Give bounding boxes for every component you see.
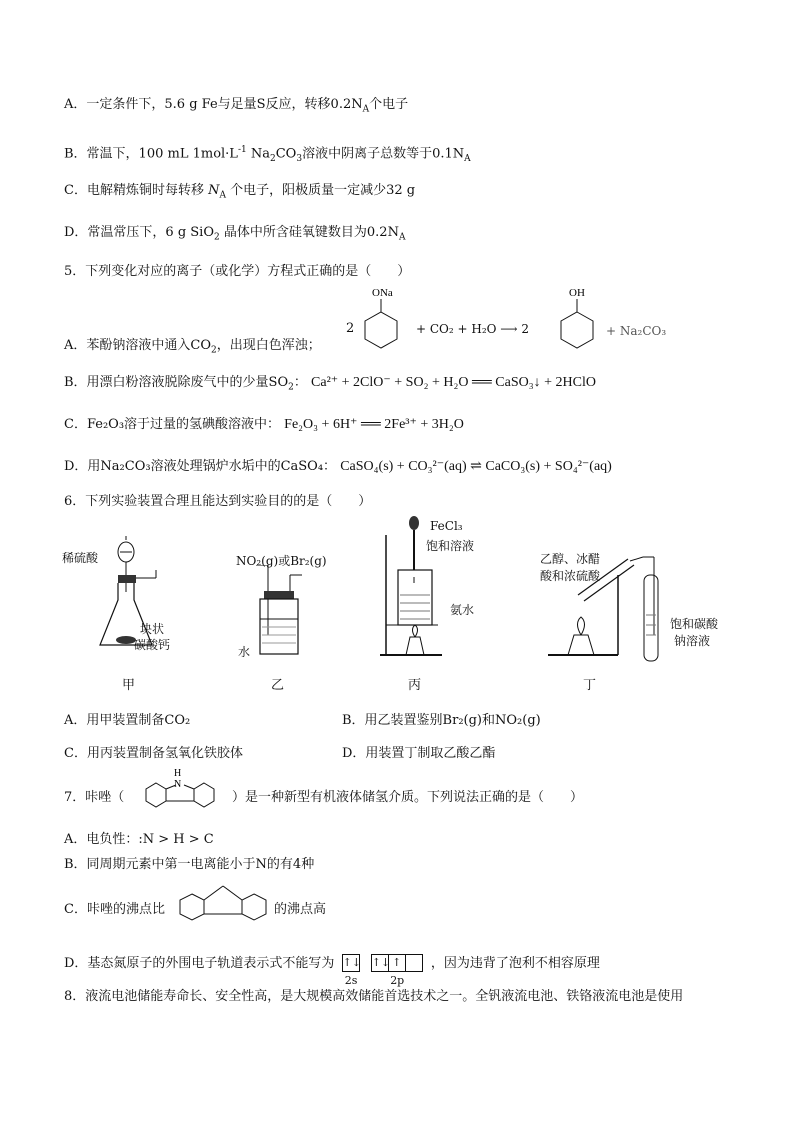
q4-option-a: A．一定条件下，5.6 g Fe与足量S反应，转移$0.2N_A$个电子 (64, 97, 409, 115)
orbital-2p-box-3 (405, 954, 423, 972)
q5-option-b: B．用漂白粉溶液脱除废气中的少量$SO_2$： Ca²⁺ + 2ClO⁻ + SO₂ + H₂O ══ CaSO₃↓ + 2HClO (64, 375, 596, 393)
ding-label-reagents-1: 乙醇、冰醋 (540, 552, 601, 566)
bing-label-nh3: 氨水 (450, 603, 475, 617)
q5a-reaction-tail: + Na₂CO₃ (606, 324, 667, 338)
jia-label-solid-1: 块状 (140, 622, 165, 636)
orbital-2p-box-1: ↑↓ (371, 954, 389, 972)
orbital-2p-box-2: ↑ (388, 954, 406, 972)
apparatus-yi (250, 565, 310, 665)
jia-caption: 甲 (122, 678, 136, 693)
q5-option-c: C．Fe₂O₃溶于过量的氢碘酸溶液中： Fe₂O₃ + 6H⁺ ══ 2Fe³⁺ + 3H₂O (64, 417, 464, 432)
q7-option-b: B．同周期元素中第一电离能小于N的有4种 (64, 857, 315, 872)
jia-label-solid-2: 碳酸钙 (134, 638, 171, 652)
q5a-coef: 2 (346, 321, 355, 336)
ding-label-solution-2: 钠溶液 (674, 634, 711, 648)
carbazole-structure (132, 767, 228, 809)
yi-caption: 乙 (271, 678, 285, 693)
q7-option-c-end: 的沸点高 (274, 902, 327, 917)
fluorene-structure (170, 882, 276, 924)
q6-option-d: D．用装置丁制取乙酸乙酯 (342, 746, 496, 761)
ding-caption: 丁 (583, 678, 597, 693)
q7-option-c-pre: C．咔唑的沸点比 (64, 902, 165, 917)
q7-option-a: A．电负性：:N > H > C (64, 832, 214, 847)
phenoxide-ona-label: ONa (372, 287, 393, 299)
q5b-equation: Ca²⁺ + 2ClO⁻ + SO₂ + H₂O ══ CaSO₃↓ + 2HClO (311, 375, 596, 390)
q6-option-c: C．用丙装置制备氢氧化铁胶体 (64, 746, 243, 761)
bing-label-sat: 饱和溶液 (426, 539, 475, 553)
ding-label-solution-1: 饱和碳酸 (670, 617, 719, 631)
q5d-equation: CaSO₄(s) + CO₃²⁻(aq) ⇌ CaCO₃(s) + SO₄²⁻(aq) (340, 459, 612, 474)
bing-label-fecl3: FeCl₃ (430, 519, 463, 533)
q6-stem: 6．下列实验装置合理且能达到实验目的的是（ ） (64, 494, 372, 509)
q6-option-a: A．用甲装置制备CO₂ (64, 713, 191, 728)
q8-stem: 8．液流电池储能寿命长、安全性高，是大规模高效储能首选技术之一。全钒液流电池、铁铬液流电池是使用 (64, 989, 684, 1004)
q7-option-d: D．基态氮原子的外围电子轨道表示式不能写为 ↑↓ 2s ↑↓ ↑ 2p ，因为违背了泡利不相容原理 (64, 955, 600, 987)
phenoxide-structure (358, 284, 408, 354)
carbazole-h-label: H (174, 768, 182, 779)
q5c-equation: Fe₂O₃ + 6H⁺ ══ 2Fe³⁺ + 3H₂O (284, 417, 464, 432)
q5-option-a: A．苯酚钠溶液中通入$CO_2$，出现白色浑浊； (64, 338, 321, 356)
q4-option-d: D．常温常压下，6 g SiO$_2$ 晶体中所含硅氧键数目为$0.2N_A$ (64, 225, 406, 243)
q7-stem-end: ）是一种新型有机液体储氢介质。下列说法正确的是（ ） (232, 790, 584, 805)
yi-label-water: 水 (238, 645, 251, 659)
q6-option-b: B．用乙装置鉴别Br₂(g)和NO₂(g) (342, 713, 541, 728)
carbazole-n-label: N (174, 779, 182, 790)
q4-option-b: B．常温下，100 mL $1mol\cdot L^{-1}$ $Na_2CO_3$溶液中阴离子总数等于$0.1N_A$ (64, 145, 471, 164)
q5a-reaction-mid: + CO₂ + H₂O ⟶ 2 (416, 322, 529, 336)
orbital-2s: ↑↓ 2s (342, 956, 362, 987)
q4-option-c: C．电解精炼铜时每转移 $N_A$ 个电子，阳极质量一定减少32 g (64, 183, 416, 201)
q5-option-d: D．用Na₂CO₃溶液处理锅炉水垢中的CaSO₄： CaSO₄(s) + CO₃²⁻(aq) ⇌ CaCO₃(s) + SO₄²⁻(aq) (64, 459, 612, 474)
jia-label-acid: 稀硫酸 (62, 551, 99, 565)
phenol-oh-label: OH (569, 287, 585, 299)
yi-label-gas: NO₂(g)或Br₂(g) (236, 554, 327, 568)
q7-stem-pre: 7．咔唑（ (64, 790, 125, 805)
orbital-2s-box: ↑↓ (342, 954, 360, 972)
q5-stem: 5．下列变化对应的离子（或化学）方程式正确的是（ ） (64, 264, 411, 279)
phenol-structure (554, 284, 604, 354)
ding-label-reagents-2: 酸和浓硫酸 (540, 569, 601, 583)
bing-caption: 丙 (408, 678, 422, 693)
orbital-2p: ↑↓ ↑ 2p (372, 954, 423, 973)
